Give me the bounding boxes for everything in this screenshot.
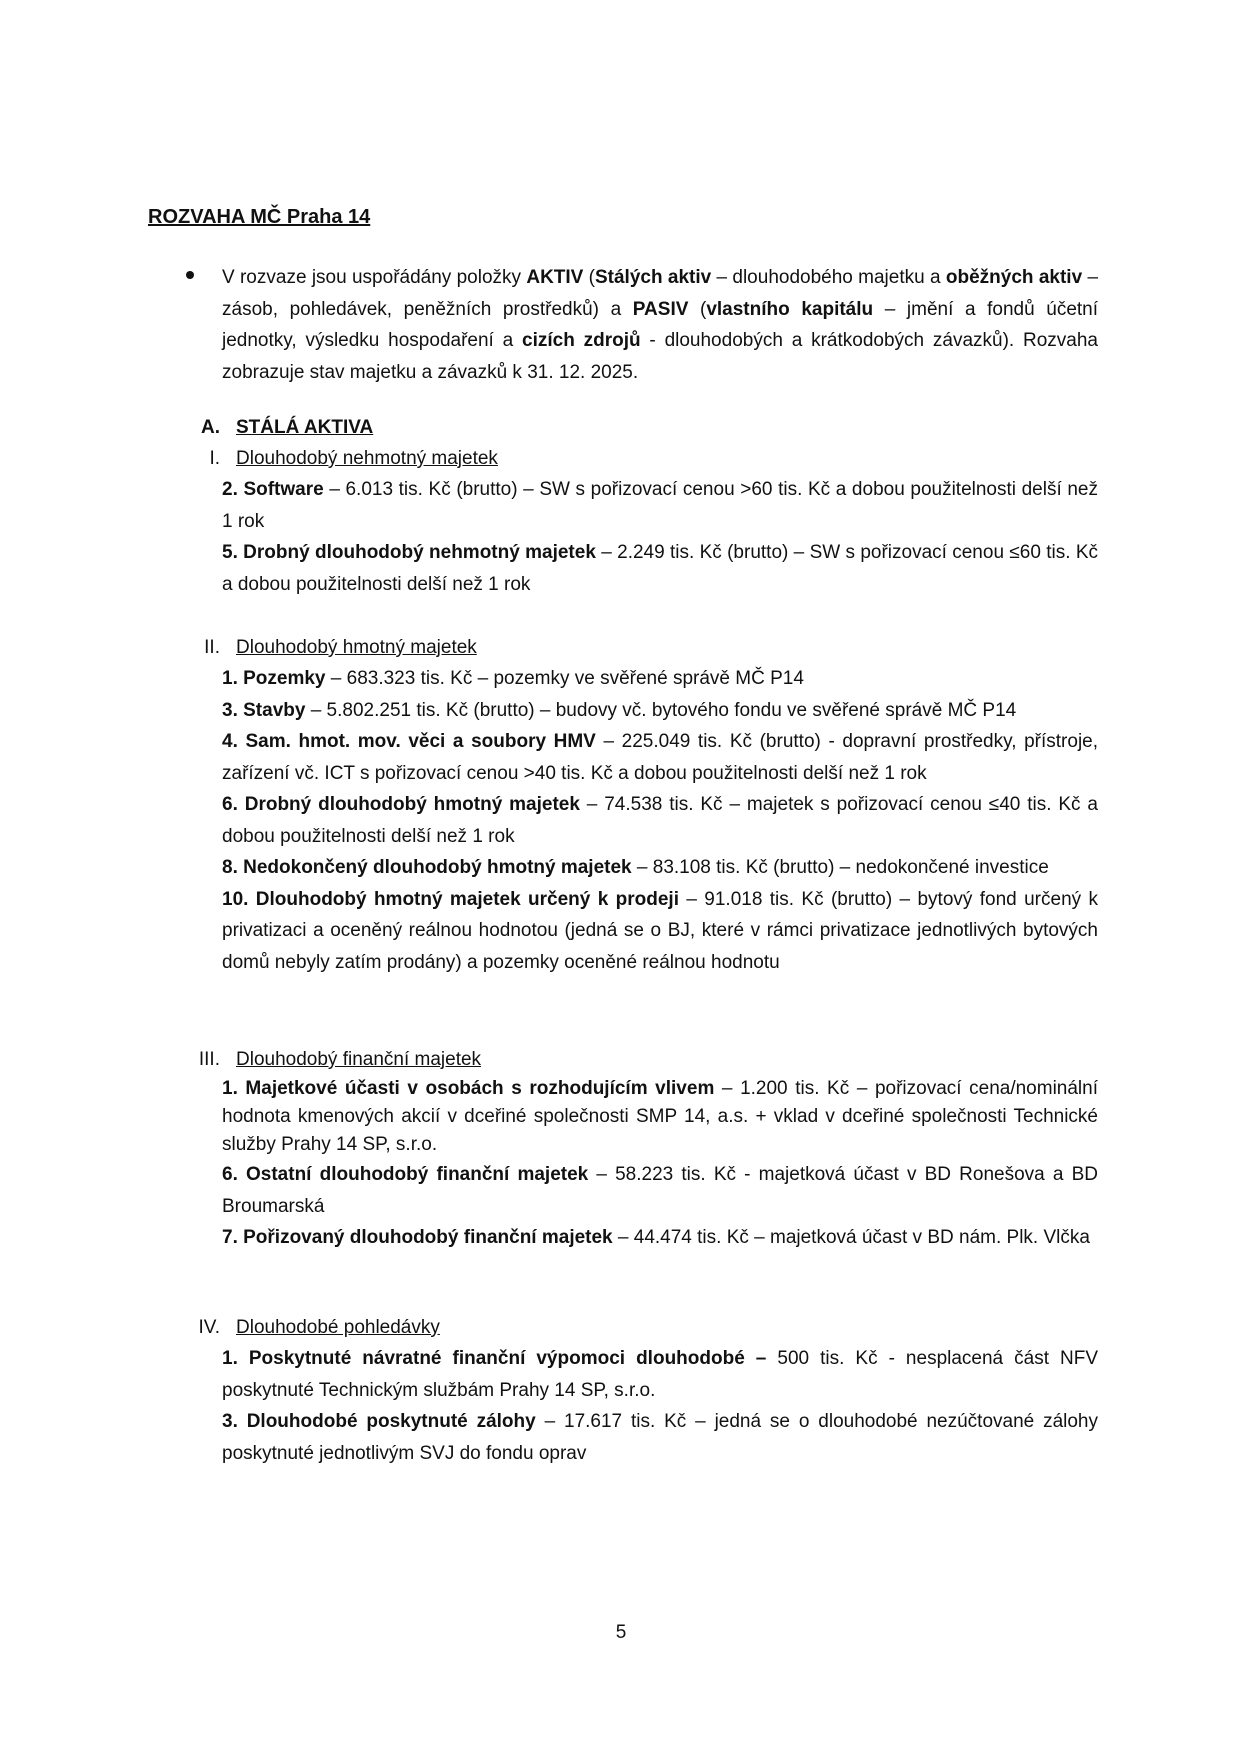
intro-bold-aktiv: AKTIV (526, 267, 584, 288)
list-item (222, 1406, 1098, 1469)
section-iv-items (222, 1343, 1098, 1469)
item-text: – 74.538 tis. Kč – majetek s pořizovací cenou ≤40 tis. Kč a dobou použitelnosti delší než 1 rok (222, 794, 1098, 847)
item-text: – 2.249 tis. Kč (brutto) – SW s pořizovací cenou ≤60 tis. Kč a dobou použitelnosti delší než 1 rok (222, 542, 1099, 595)
item-text: – 1.200 tis. Kč – pořizovací cena/nominální hodnota kmenových akcií v dceřiné společnosti SMP 14, a.s. + vklad v dceřiné společnosti Technické služby Prahy 14 SP, s.r.o. (222, 1078, 1099, 1155)
item-title: 5. Drobný dlouhodobý nehmotný majetek (222, 542, 596, 563)
item-title: 1. Poskytnuté návratné finanční výpomoci dlouhodobé – (222, 1348, 767, 1369)
section-label: Dlouhodobý nehmotný majetek (236, 448, 498, 469)
item-text: – 5.802.251 tis. Kč (brutto) – budovy vč. bytového fondu ve svěřené správě MČ P14 (305, 699, 1017, 721)
section-iii-heading (180, 1044, 481, 1075)
item-title: 10. Dlouhodobý hmotný majetek určený k prodeji (222, 888, 679, 910)
item-title: 6. Ostatní dlouhodobý finanční majetek (222, 1164, 589, 1185)
list-item (222, 852, 1098, 884)
list-item (222, 537, 1098, 600)
page-number: 5 (615, 1622, 627, 1643)
section-label: Dlouhodobý finanční majetek (236, 1049, 482, 1070)
item-title: 2. Software (222, 479, 324, 500)
section-ii-items (222, 663, 1098, 978)
section-mark: A. (201, 417, 220, 438)
section-i-heading (180, 443, 498, 474)
list-item (222, 884, 1098, 979)
list-item (222, 474, 1098, 537)
intro-text-part: – zásob, pohledávek, peněžních prostředků) a (222, 267, 1099, 320)
list-item (222, 789, 1098, 852)
list-item (222, 1222, 1098, 1254)
intro-bold-vlastni-kapital: vlastního kapitálu (706, 298, 874, 320)
intro-bullet-paragraph (186, 262, 1098, 388)
section-mark: III. (198, 1049, 220, 1070)
section-label: Dlouhodobý hmotný majetek (236, 637, 477, 658)
section-i-items (222, 474, 1098, 600)
intro-text-part: ( (688, 298, 707, 320)
item-title: 4. Sam. hmot. mov. věci a soubory HMV (222, 731, 596, 752)
item-text: – 6.013 tis. Kč (brutto) – SW s pořizovací cenou >60 tis. Kč a dobou použitelnosti delší než 1 rok (222, 479, 1098, 532)
section-iv-heading (180, 1312, 440, 1343)
intro-bold-stala-aktiva: Stálých aktiv (594, 267, 712, 288)
item-title: 1. Pozemky (222, 668, 326, 689)
item-title: 8. Nedokončený dlouhodobý hmotný majetek (222, 857, 632, 878)
intro-text (222, 262, 1098, 388)
item-title: 7. Pořizovaný dlouhodobý finanční majetek (222, 1227, 613, 1248)
section-ii-heading (180, 632, 477, 663)
list-item (222, 663, 1098, 695)
item-text: – 44.474 tis. Kč – majetková účast v BD nám. Plk. Vlčka (612, 1227, 1090, 1248)
section-mark: I. (209, 448, 220, 469)
item-text: – 225.049 tis. Kč (brutto) - dopravní prostředky, přístroje, zařízení vč. ICT s pořizovací cenou >40 tis. Kč a dobou použitelnosti delší než 1 rok (222, 731, 1099, 784)
item-text: – 683.323 tis. Kč – pozemky ve svěřené správě MČ P14 (325, 668, 804, 689)
section-a-heading (180, 412, 373, 443)
intro-text-part: – dlouhodobého majetku a (711, 267, 946, 288)
item-text: 500 tis. Kč - nesplacená část NFV poskytnuté Technickým službám Prahy 14 SP, s.r.o. (222, 1348, 1098, 1401)
list-item (222, 1159, 1098, 1222)
intro-bold-cizi-zdroje: cizích zdrojů (522, 330, 641, 351)
item-text: – 17.617 tis. Kč – jedná se o dlouhodobé nezúčtované zálohy poskytnuté jednotlivým SVJ do fondu oprav (222, 1411, 1098, 1464)
item-title: 3. Dlouhodobé poskytnuté zálohy (222, 1411, 536, 1432)
item-text: – 58.223 tis. Kč - majetková účast v BD Ronešova a BD Broumarská (222, 1164, 1098, 1217)
intro-text-part: - dlouhodobých a krátkodobých závazků). Rozvaha zobrazuje stav majetku a závazků k 31. 12. 2025. (222, 330, 1098, 383)
item-text: – 91.018 tis. Kč (brutto) – bytový fond určený k privatizaci a oceněný reálnou hodnotou (jedná se o BJ, které v rámci privatizace jednotlivých bytových domů nebyly zatím prodány) a pozemky oceněné reálnou hodnotu (222, 888, 1098, 973)
list-item (222, 1075, 1098, 1159)
section-label: STÁLÁ AKTIVA (236, 417, 374, 438)
intro-text-part: ( (583, 267, 595, 288)
intro-bold-obezna-aktiva: oběžných aktiv (945, 267, 1083, 288)
intro-text-part: – jmění a fondů účetní jednotky, výsledku hospodaření a (222, 298, 1099, 351)
list-item (222, 695, 1098, 727)
list-item (222, 726, 1098, 789)
bullet-icon (186, 271, 194, 279)
item-title: 1. Majetkové účasti v osobách s rozhodujícím vlivem (222, 1078, 715, 1099)
section-iii-items (222, 1075, 1098, 1254)
document-title: ROZVAHA MČ Praha 14 (148, 206, 371, 228)
intro-bold-pasiv: PASIV (632, 298, 689, 320)
item-title: 3. Stavby (222, 699, 306, 721)
section-label: Dlouhodobé pohledávky (236, 1317, 440, 1338)
section-mark: II. (204, 637, 220, 658)
section-mark: IV. (198, 1317, 220, 1338)
list-item (222, 1343, 1098, 1406)
item-text: – 83.108 tis. Kč (brutto) – nedokončené investice (631, 857, 1049, 878)
intro-text-part: V rozvaze jsou uspořádány položky (222, 267, 527, 288)
item-title: 6. Drobný dlouhodobý hmotný majetek (222, 794, 580, 815)
